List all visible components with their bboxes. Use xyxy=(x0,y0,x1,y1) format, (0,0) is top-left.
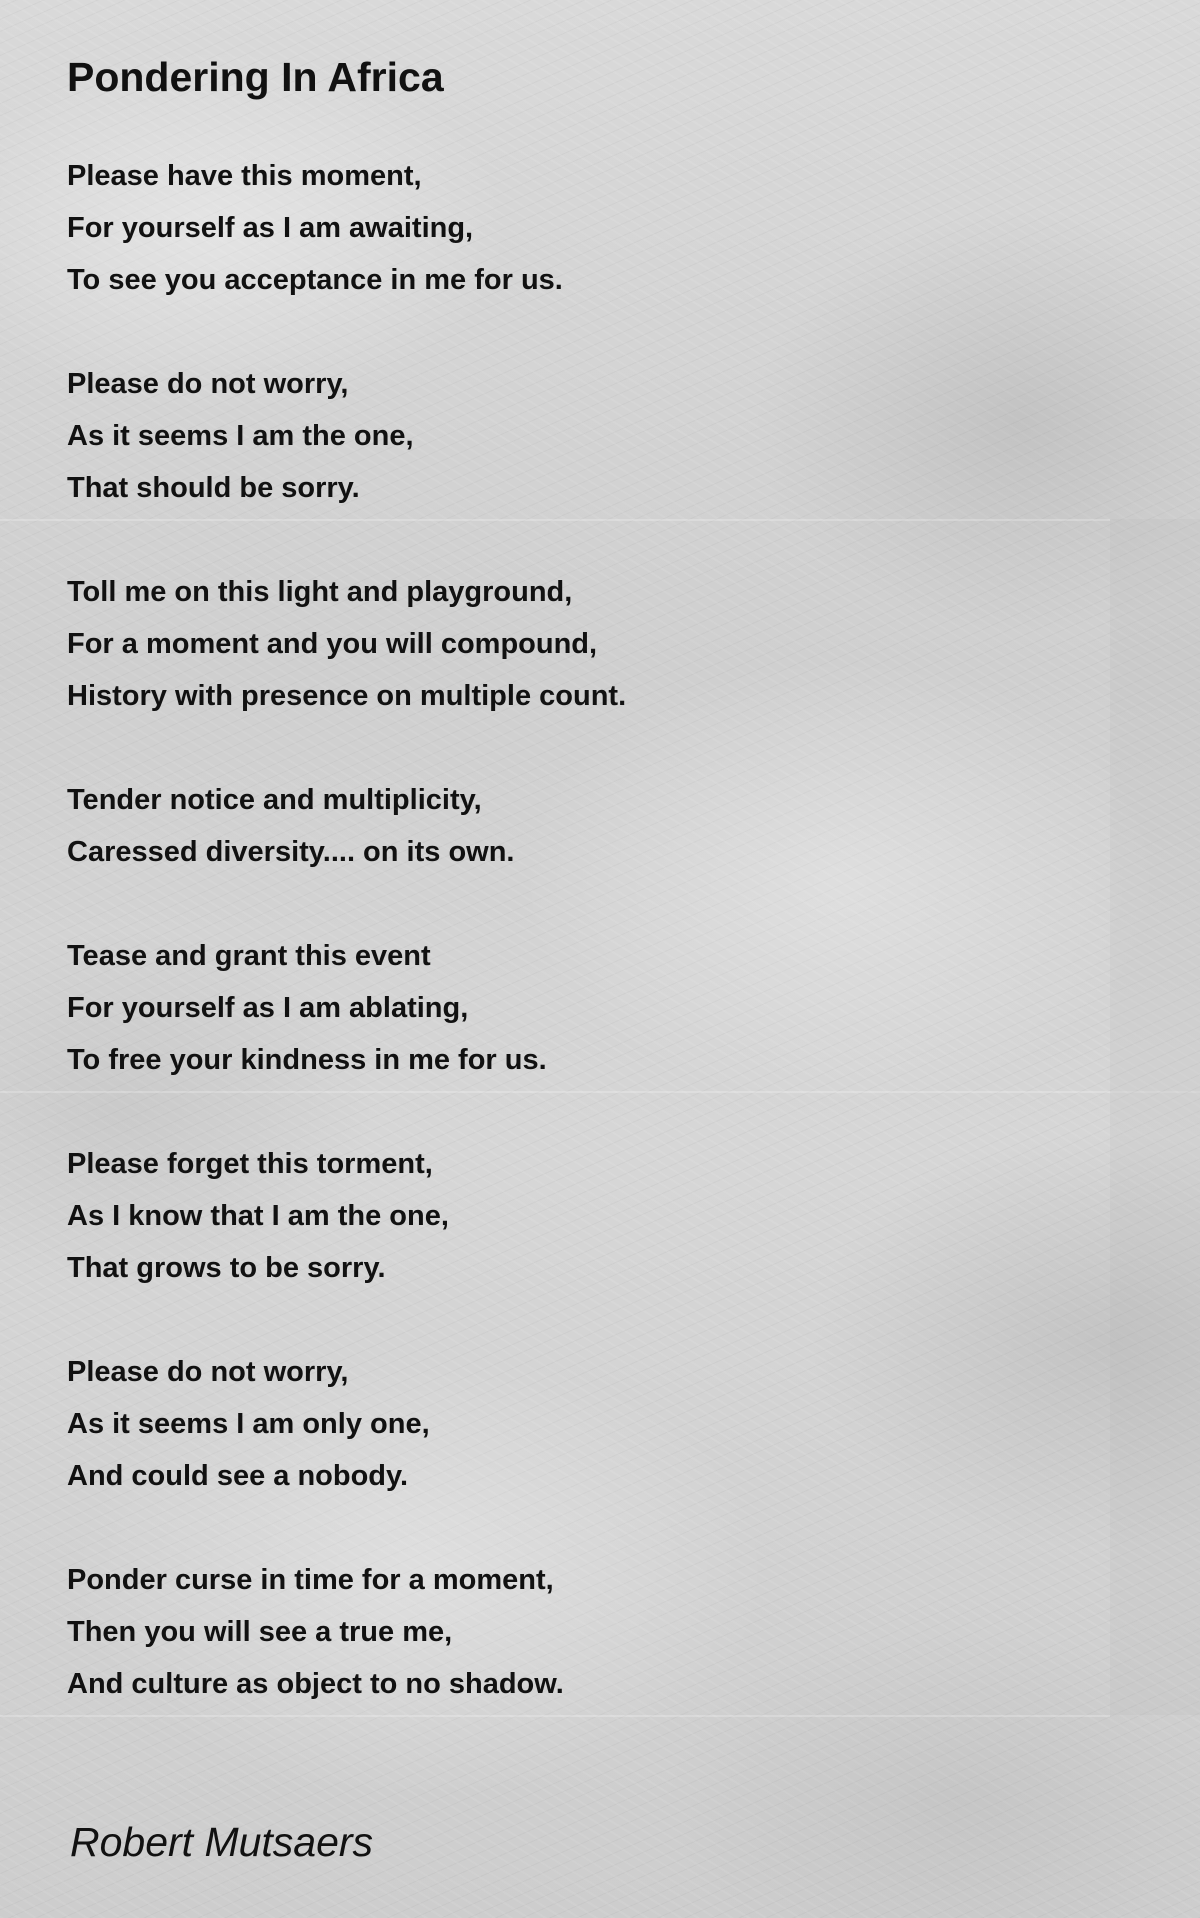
poem-line: For yourself as I am ablating, xyxy=(67,992,469,1024)
poem-line: As it seems I am the one, xyxy=(67,420,414,452)
poem-line: Please forget this torment, xyxy=(67,1148,433,1180)
poem-line: Ponder curse in time for a moment, xyxy=(67,1564,554,1596)
poem-line: Then you will see a true me, xyxy=(67,1616,453,1648)
poem-line: To free your kindness in me for us. xyxy=(67,1044,547,1076)
poem-line: Please have this moment, xyxy=(67,160,422,192)
poem-line: For a moment and you will compound, xyxy=(67,628,598,660)
poem-line: Tender notice and multiplicity, xyxy=(67,784,482,816)
stanza xyxy=(67,566,1147,722)
poem-line: History with presence on multiple count. xyxy=(67,680,627,712)
stanza xyxy=(67,774,1147,878)
poem-line: And could see a nobody. xyxy=(67,1460,409,1492)
poem-title: Pondering In Africa xyxy=(67,54,444,100)
poem-line: That should be sorry. xyxy=(67,472,360,504)
poem-body xyxy=(67,150,1147,1762)
poem-line: To see you acceptance in me for us. xyxy=(67,264,563,296)
poem-line: Toll me on this light and playground, xyxy=(67,576,573,608)
stanza xyxy=(67,1554,1147,1710)
stanza xyxy=(67,150,1147,306)
poem-line: And culture as object to no shadow. xyxy=(67,1668,564,1700)
poem-line: As it seems I am only one, xyxy=(67,1408,430,1440)
stanza xyxy=(67,358,1147,514)
poem-line: Caressed diversity.... on its own. xyxy=(67,836,515,868)
stanza xyxy=(67,1138,1147,1294)
poem-line: Please do not worry, xyxy=(67,1356,349,1388)
stanza xyxy=(67,930,1147,1086)
poem-line: Please do not worry, xyxy=(67,368,349,400)
poem-line: Tease and grant this event xyxy=(67,940,431,972)
poem-author: Robert Mutsaers xyxy=(70,1819,374,1865)
poem-line: That grows to be sorry. xyxy=(67,1252,386,1284)
stanza xyxy=(67,1346,1147,1502)
poem-line: For yourself as I am awaiting, xyxy=(67,212,474,244)
poem-line: As I know that I am the one, xyxy=(67,1200,449,1232)
